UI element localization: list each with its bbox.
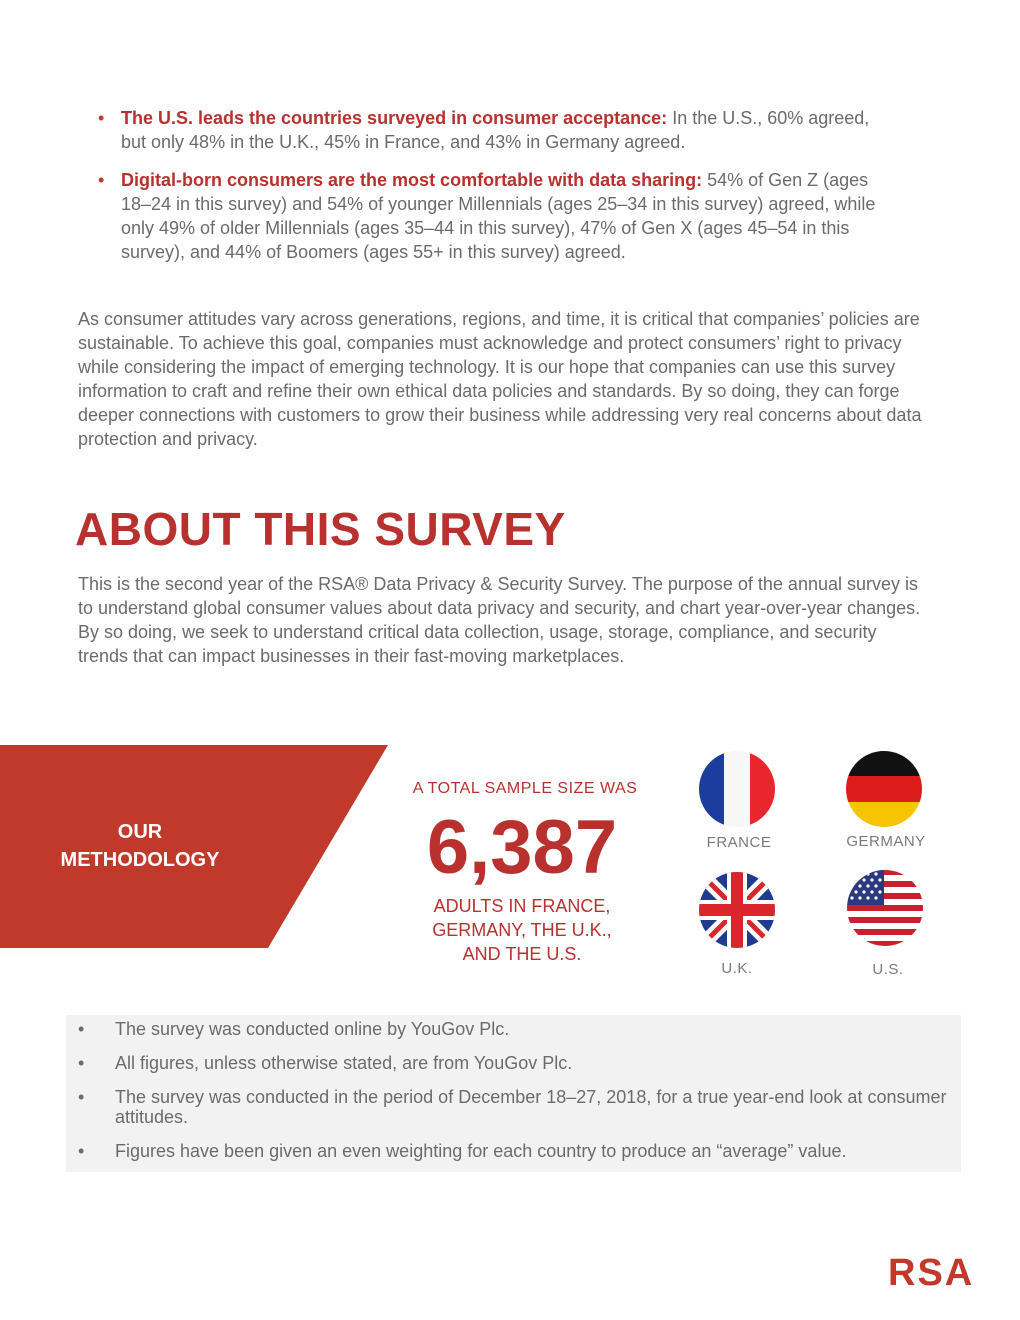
note-text: The survey was conducted in the period of December 18–27, 2018, for a true year-end look at consumer attitudes. — [115, 1087, 947, 1127]
sample-outro-line1: ADULTS IN FRANCE, — [433, 896, 611, 916]
sample-outro-line3: AND THE U.S. — [462, 944, 582, 964]
note-item — [78, 1141, 958, 1161]
intro-paragraph: As consumer attitudes vary across generations, regions, and time, it is critical that companies’ policies are sustainable. To achieve this goal, companies must acknowledge and protect consumers’ right to privacy while considering the impact of emerging technology. It is our hope that companies can use this survey information to craft and refine their own ethical data policies and standards. By so doing, they can forge deeper connections with customers to grow their business while addressing very real concerns about data protection and privacy. — [78, 309, 922, 449]
bullet-icon: • — [98, 170, 105, 190]
germany-label: GERMANY — [846, 833, 926, 850]
finding-lead: The U.S. leads the countries surveyed in consumer acceptance: — [121, 108, 668, 128]
germany-flag-icon — [845, 750, 923, 828]
rsa-logo — [888, 1253, 982, 1289]
bullet-icon: • — [78, 1019, 85, 1039]
uk-label: U.K. — [721, 960, 753, 977]
finding-lead: Digital-born consumers are the most comfortable with data sharing: — [121, 170, 703, 190]
methodology-label-line2: METHODOLOGY — [60, 849, 220, 871]
bullet-icon: • — [78, 1141, 85, 1161]
finding-text: In the U.S., 60% agreed, but only 48% in the U.K., 45% in France, and 43% in Germany agreed. — [121, 108, 870, 152]
sample-outro-line2: GERMANY, THE U.K., — [432, 920, 612, 940]
sample-size: 6,387 — [426, 805, 618, 890]
note-item — [78, 1019, 958, 1039]
note-item — [78, 1053, 958, 1073]
france-label: FRANCE — [706, 834, 772, 851]
note-item — [78, 1087, 958, 1127]
findings-list — [98, 106, 898, 278]
methodology-label-line1: OUR — [117, 821, 163, 843]
bullet-icon: • — [98, 108, 105, 128]
notes-list — [78, 1019, 958, 1175]
note-text: Figures have been given an even weighting for each country to produce an “average” value. — [115, 1141, 847, 1161]
about-paragraph: This is the second year of the RSA® Data Privacy & Security Survey. The purpose of the annual survey is to understand global consumer values about data privacy and security, and chart year-over-year changes. By so doing, we seek to understand critical data collection, usage, storage, compliance, and security trends that can impact businesses in their fast-moving marketplaces. — [78, 574, 921, 666]
bullet-icon: • — [78, 1053, 85, 1073]
rsa-logo-text: RSA — [888, 1253, 975, 1289]
france-flag-icon — [698, 750, 776, 828]
note-text: The survey was conducted online by YouGov Plc. — [115, 1019, 510, 1039]
sample-intro: A TOTAL SAMPLE SIZE WAS — [412, 780, 638, 797]
us-flag-icon — [846, 869, 924, 947]
bullet-icon: • — [78, 1087, 85, 1107]
sample-outro — [395, 894, 649, 966]
uk-flag-icon — [698, 871, 776, 949]
finding-item — [98, 168, 898, 264]
methodology-label — [30, 818, 250, 874]
about-heading: ABOUT THIS SURVEY — [75, 503, 566, 555]
finding-text: 54% of Gen Z (ages 18–24 in this survey) and 54% of younger Millennials (ages 25–34 in this survey) agreed, while only 49% of older Millennials (ages 35–44 in this survey), 47% of Gen X (ages 45–54 in this survey), and 44% of Boomers (ages 55+ in this survey) agreed. — [121, 170, 876, 262]
note-text: All figures, unless otherwise stated, are from YouGov Plc. — [115, 1053, 573, 1073]
us-label: U.S. — [872, 961, 904, 978]
finding-item — [98, 106, 898, 154]
